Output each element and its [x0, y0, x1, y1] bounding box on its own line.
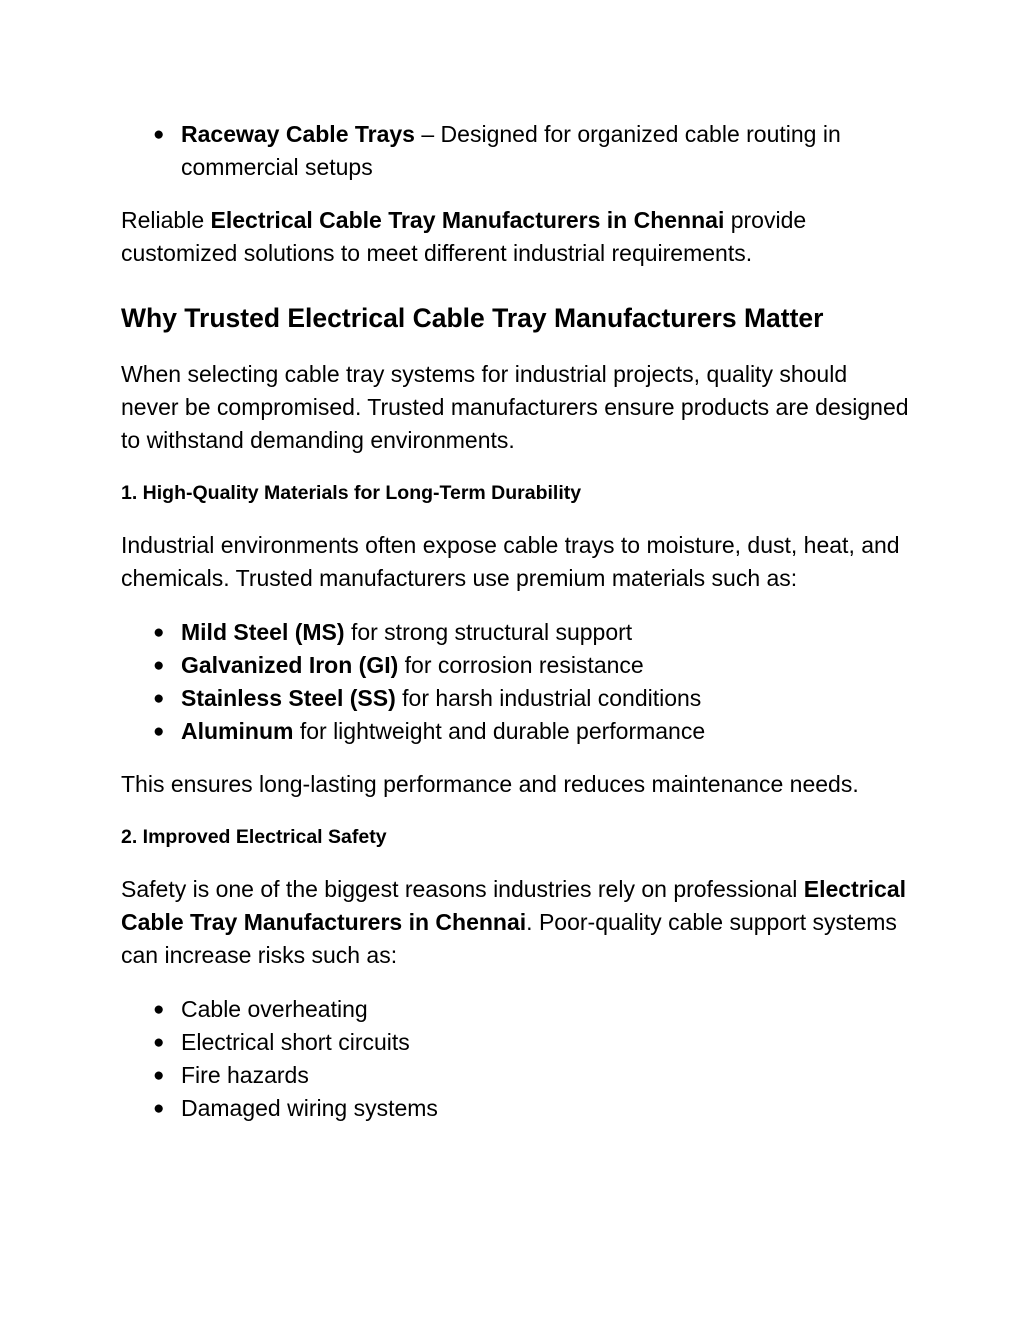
list-item — [153, 993, 911, 1026]
paragraph-bold-text: Electrical Cable Tray Manufacturers in Chennai — [121, 876, 907, 935]
list-item — [153, 118, 911, 184]
list-item-description: for harsh industrial conditions — [395, 685, 702, 711]
list-item-term: Aluminum — [181, 718, 294, 744]
list-item-term: Raceway Cable Trays — [181, 121, 415, 147]
document-page — [121, 118, 911, 1125]
why-paragraph: When selecting cable tray systems for industrial projects, quality should never be compromised. Trusted manufacturers ensure products are designed to withstand demanding environments. — [121, 361, 909, 453]
materials-list — [121, 616, 911, 748]
subsection-heading-materials: 1. High-Quality Materials for Long-Term Durability — [121, 482, 582, 504]
bullet-icon: ● — [153, 655, 165, 676]
paragraph-text: . Poor-quality cable support systems can increase risks such as: — [121, 909, 897, 968]
bullet-icon: ● — [153, 1098, 165, 1119]
list-item-term: Galvanized Iron (GI) — [181, 652, 399, 678]
list-item-description: for strong structural support — [344, 619, 633, 645]
section-heading: Why Trusted Electrical Cable Tray Manufacturers Matter — [121, 303, 824, 333]
bullet-icon: ● — [153, 622, 165, 643]
subsection-heading-safety: 2. Improved Electrical Safety — [121, 826, 387, 848]
bullet-icon: ● — [153, 688, 165, 709]
paragraph-bold-text: Electrical Cable Tray Manufacturers in Chennai — [210, 207, 725, 233]
paragraph-text: Safety is one of the biggest reasons industries rely on professional — [121, 876, 804, 902]
list-item-text: Fire hazards — [181, 1062, 309, 1088]
list-item-description: for corrosion resistance — [398, 652, 644, 678]
list-item-description: – Designed for organized cable routing in commercial setups — [181, 121, 841, 180]
bullet-icon: ● — [153, 1065, 165, 1086]
bullet-icon: ● — [153, 999, 165, 1020]
list-item-text: Electrical short circuits — [181, 1029, 410, 1055]
list-item — [153, 1026, 911, 1059]
list-item — [153, 682, 911, 715]
paragraph-text: Reliable — [121, 207, 211, 233]
list-item — [153, 1092, 911, 1125]
list-item-term: Stainless Steel (SS) — [181, 685, 396, 711]
risks-list — [121, 993, 911, 1125]
bullet-icon: ● — [153, 124, 165, 145]
list-item-text: Damaged wiring systems — [181, 1095, 438, 1121]
cable-tray-types-list — [121, 118, 911, 184]
list-item-description: for lightweight and durable performance — [293, 718, 706, 744]
list-item — [153, 715, 911, 748]
list-item — [153, 616, 911, 649]
bullet-icon: ● — [153, 721, 165, 742]
list-item-term: Mild Steel (MS) — [181, 619, 345, 645]
list-item-text: Cable overheating — [181, 996, 368, 1022]
materials-outro-paragraph: This ensures long-lasting performance and reduces maintenance needs. — [121, 771, 859, 797]
paragraph-text: provide customized solutions to meet different industrial requirements. — [121, 207, 807, 266]
bullet-icon: ● — [153, 1032, 165, 1053]
reliable-manufacturers-paragraph — [121, 204, 911, 270]
materials-intro-paragraph: Industrial environments often expose cable trays to moisture, dust, heat, and chemicals. Trusted manufacturers use premium materials such as: — [121, 532, 900, 591]
safety-paragraph — [121, 873, 911, 972]
list-item — [153, 1059, 911, 1092]
list-item — [153, 649, 911, 682]
